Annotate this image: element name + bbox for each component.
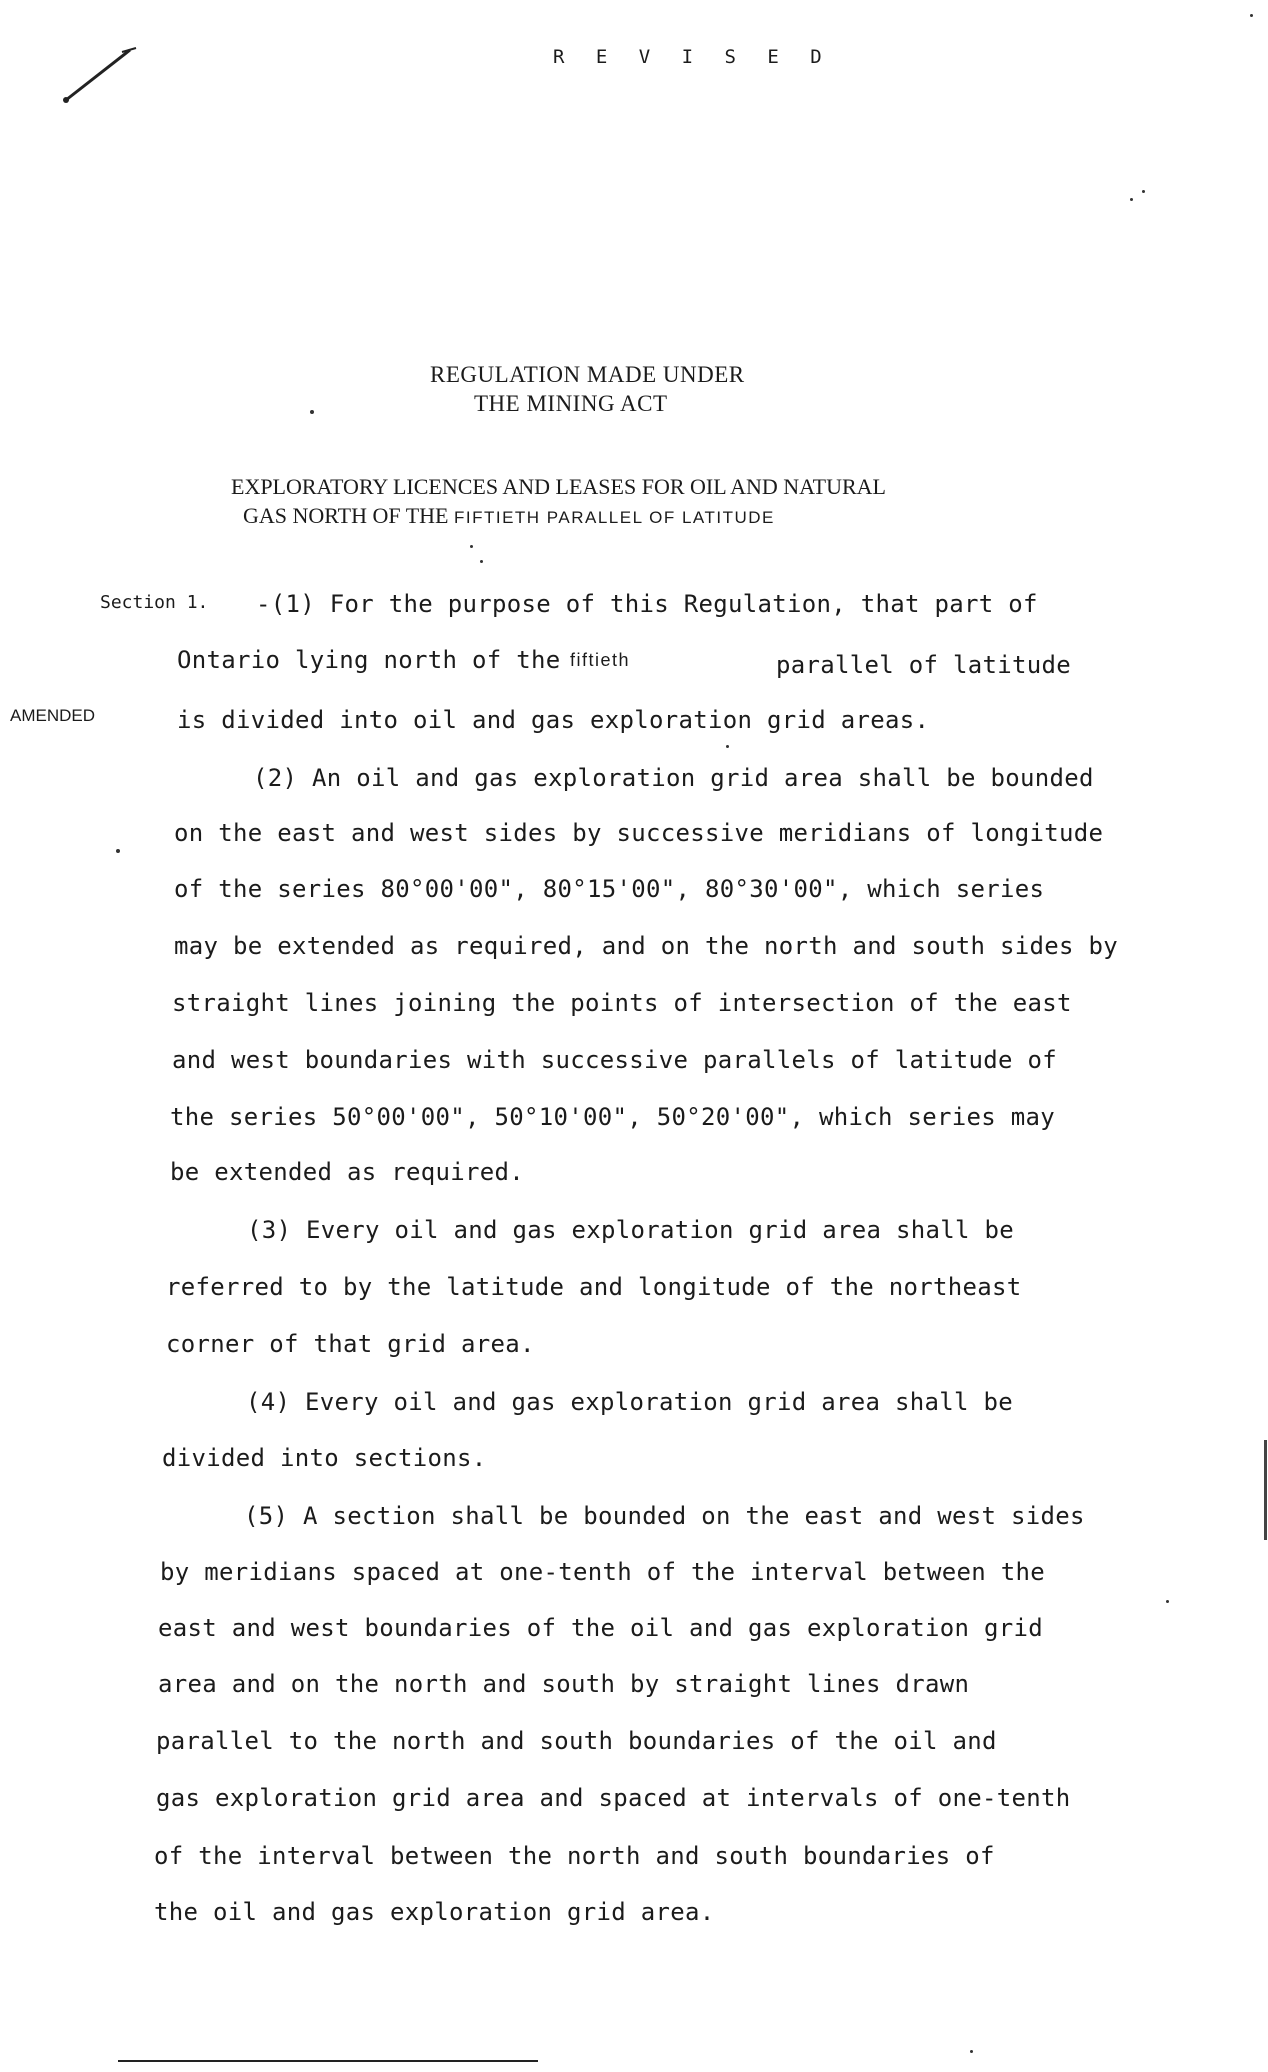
- scan-speck: [1130, 198, 1133, 201]
- p2-line5: straight lines joining the points of intersection of the east: [172, 989, 1072, 1017]
- subject-title-line2-part2: FIFTIETH PARALLEL OF LATITUDE: [453, 508, 775, 527]
- scan-speck: [1142, 190, 1145, 193]
- scan-speck: [726, 745, 729, 748]
- scan-speck: [1250, 14, 1253, 17]
- subject-title-line1: EXPLORATORY LICENCES AND LEASES FOR OIL AND NATURAL: [231, 474, 886, 499]
- scan-speck: [970, 2050, 973, 2053]
- p5-line5: parallel to the north and south boundaries of the oil and: [156, 1727, 997, 1755]
- p3-line1: (3) Every oil and gas exploration grid area shall be: [247, 1216, 1014, 1244]
- scan-speck: [480, 560, 483, 563]
- regulation-title: REGULATION MADE UNDER: [430, 362, 745, 387]
- pen-mark-icon: [60, 40, 140, 110]
- p5-line1: (5) A section shall be bounded on the east and west sides: [244, 1502, 1085, 1530]
- p2-line4: may be extended as required, and on the north and south sides by: [174, 932, 1118, 960]
- bottom-rule: [118, 2060, 538, 2062]
- p5-line4: area and on the north and south by straight lines drawn: [158, 1670, 970, 1698]
- p2-line2: on the east and west sides by successive meridians of longitude: [174, 819, 1104, 847]
- act-title: THE MINING ACT: [474, 391, 668, 416]
- scan-speck: [1166, 1600, 1169, 1603]
- p2-line8: be extended as required.: [170, 1158, 524, 1186]
- subject-title-line2-part1: GAS NORTH OF THE: [243, 503, 449, 528]
- scan-speck: [310, 410, 314, 414]
- scan-speck: [470, 545, 473, 548]
- p2-line1: (2) An oil and gas exploration grid area shall be bounded: [253, 764, 1094, 792]
- p2-line7: the series 50°00'00", 50°10'00", 50°20'00", which series may: [170, 1103, 1055, 1131]
- p1-line2a: Ontario lying north of the: [177, 646, 561, 674]
- p4-line1: (4) Every oil and gas exploration grid area shall be: [246, 1388, 1013, 1416]
- p5-line6: gas exploration grid area and spaced at intervals of one-tenth: [156, 1784, 1071, 1812]
- p3-line2: referred to by the latitude and longitude of the northeast: [166, 1273, 1022, 1301]
- p2-line3: of the series 80°00'00", 80°15'00", 80°30'00", which series: [174, 875, 1045, 903]
- section-label: Section 1.: [100, 592, 209, 613]
- p1-line1: -(1) For the purpose of this Regulation, that part of: [256, 590, 1038, 618]
- p5-line2: by meridians spaced at one-tenth of the interval between the: [160, 1558, 1045, 1586]
- scan-speck: [116, 849, 120, 853]
- scan-edge-mark: [1264, 1440, 1267, 1540]
- p4-line2: divided into sections.: [162, 1444, 487, 1472]
- p1-line3: is divided into oil and gas exploration grid areas.: [177, 706, 930, 734]
- subject-title-line2: [243, 503, 775, 529]
- p5-line7: of the interval between the north and south boundaries of: [154, 1842, 995, 1870]
- p5-line8: the oil and gas exploration grid area.: [154, 1898, 715, 1926]
- p3-line3: corner of that grid area.: [166, 1330, 535, 1358]
- p1-line2c: parallel of latitude: [776, 651, 1071, 679]
- p1-line2b: fiftieth: [570, 650, 631, 670]
- p5-line3: east and west boundaries of the oil and gas exploration grid: [158, 1614, 1043, 1642]
- amended-margin-note: AMENDED: [10, 706, 96, 725]
- p2-line6: and west boundaries with successive parallels of latitude of: [172, 1046, 1057, 1074]
- revised-stamp: R E V I S E D: [553, 46, 832, 68]
